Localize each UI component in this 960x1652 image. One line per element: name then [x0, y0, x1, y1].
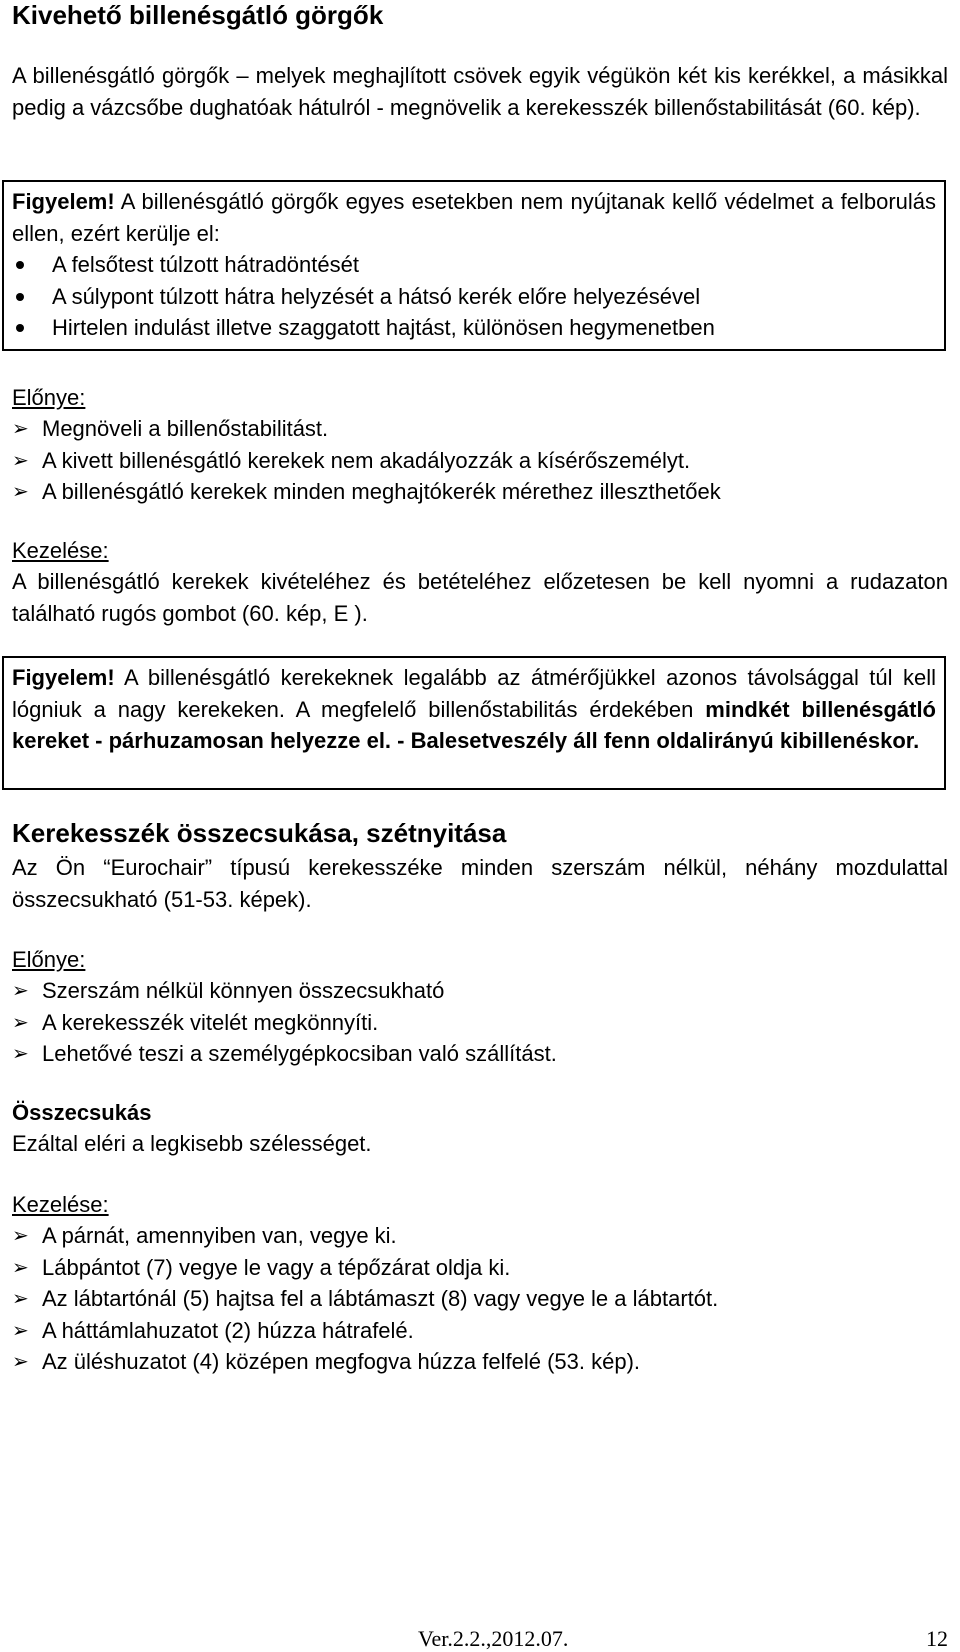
folding-text: Ezáltal eléri a legkisebb szélességet. [12, 1131, 372, 1156]
folding-subtitle: Összecsukás [12, 1100, 152, 1125]
bullet-item [12, 281, 936, 313]
antitip-intro: A billenésgátló görgők – melyek meghajlított csövek egyik végükön két kis kerékkel, a másikkal pedig a vázcsőbe dughatóak hátulról - megnövelik a kerekesszék billenőstabilitását (60. kép). [12, 63, 948, 120]
arrow-bullet-icon: ➢ [12, 447, 29, 472]
list-item [12, 1007, 948, 1039]
list-item [12, 1283, 948, 1315]
bullet-text: A felsőtest túlzott hátradöntését [52, 252, 359, 277]
list-item [12, 1038, 948, 1070]
arrow-bullet-icon: ➢ [12, 978, 29, 1002]
list-item [12, 1315, 948, 1347]
warning-text: A billenésgátló kerekeknek legalább az átmérőjükkel azonos távolsággal túl kell lógniuk a nagy kerekeken. A megfelelő billenőstabilitás érdekében [12, 665, 936, 722]
advantages-list-2 [12, 975, 948, 1070]
list-item-text: A párnát, amennyiben van, vegye ki. [42, 1223, 397, 1248]
handling-label-2: Kezelése: [12, 1192, 109, 1217]
warning-box-wheels [2, 656, 946, 790]
bullet-item [12, 249, 936, 281]
list-item [12, 413, 948, 445]
list-item-text: A kerekesszék vitelét megkönnyíti. [42, 1009, 379, 1035]
warning-label: Figyelem! [12, 189, 115, 214]
steps-list [12, 1220, 948, 1378]
list-item [12, 975, 948, 1007]
list-item [12, 1220, 948, 1252]
handling-label: Kezelése: [12, 538, 109, 563]
arrow-bullet-icon: ➢ [12, 1317, 29, 1342]
handling-text: A billenésgátló kerekek kivételéhez és betételéhez előzetesen be kell nyomni a rudazaton található rugós gombot (60. kép, E ). [12, 569, 948, 626]
arrow-bullet-icon: ➢ [12, 416, 29, 440]
advantages-label: Előnye: [12, 385, 86, 410]
warning-bold-text: mindkét billenésgátló kereket - párhuzamosan helyezze el. - Balesetveszély áll fenn oldalirányú kibillenéskor. [12, 696, 936, 753]
bullet-icon [16, 324, 24, 332]
folding-intro: Az Ön “Eurochair” típusú kerekesszéke minden szerszám nélkül, néhány mozdulattal összecsukható (51-53. képek). [12, 855, 948, 912]
list-item-text: Az lábtartónál (5) hajtsa fel a lábtámaszt (8) vagy vegye le a lábtartót. [42, 1286, 719, 1311]
list-item-text: A háttámlahuzatot (2) húzza hátrafelé. [42, 1317, 414, 1343]
list-item-text: Lábpántot (7) vegye le vagy a tépőzárat oldja ki. [42, 1254, 511, 1280]
bullet-icon [16, 261, 24, 269]
arrow-bullet-icon: ➢ [12, 479, 29, 503]
arrow-bullet-icon: ➢ [12, 1223, 29, 1247]
list-item-text: Szerszám nélkül könnyen összecsukható [42, 978, 445, 1003]
arrow-bullet-icon: ➢ [12, 1254, 29, 1279]
arrow-bullet-icon: ➢ [12, 1286, 29, 1310]
arrow-bullet-icon: ➢ [12, 1041, 29, 1065]
list-item-text: Az üléshuzatot (4) középen megfogva húzza felfelé (53. kép). [42, 1349, 641, 1374]
list-item [12, 1346, 948, 1378]
warning-label: Figyelem! [12, 665, 115, 690]
warning-paragraph [12, 186, 936, 249]
list-item-text: A kivett billenésgátló kerekek nem akadályozzák a kísérőszemélyt. [42, 447, 691, 473]
bullet-item [12, 312, 936, 344]
bullet-text: Hirtelen indulást illetve szaggatott hajtást, különösen hegymenetben [52, 315, 715, 340]
list-item-text: A billenésgátló kerekek minden meghajtókerék mérethez illeszthetőek [42, 479, 721, 504]
arrow-bullet-icon: ➢ [12, 1349, 29, 1373]
list-item-text: Megnöveli a billenőstabilitást. [42, 416, 329, 441]
advantages-list [12, 413, 948, 508]
footer-version: Ver.2.2.,2012.07. [418, 1626, 569, 1651]
warning-text: A billenésgátló görgők egyes esetekben nem nyújtanak kellő védelmet a felborulás ellen, ezért kerülje el: [12, 189, 936, 246]
list-item [12, 476, 948, 508]
warning-box-antitip [2, 180, 946, 351]
advantages-label-2: Előnye: [12, 947, 86, 972]
list-item [12, 1252, 948, 1284]
section-title-antitip: Kivehető billenésgátló görgők [12, 0, 384, 30]
bullet-text: A súlypont túlzott hátra helyzését a hátsó kerék előre helyezésével [52, 283, 701, 309]
section-title-folding: Kerekesszék összecsukása, szétnyitása [12, 818, 507, 848]
arrow-bullet-icon: ➢ [12, 1009, 29, 1034]
bullet-icon [16, 293, 24, 301]
list-item-text: Lehetővé teszi a személygépkocsiban való szállítást. [42, 1041, 557, 1066]
list-item [12, 445, 948, 477]
page-number: 12 [926, 1626, 948, 1651]
